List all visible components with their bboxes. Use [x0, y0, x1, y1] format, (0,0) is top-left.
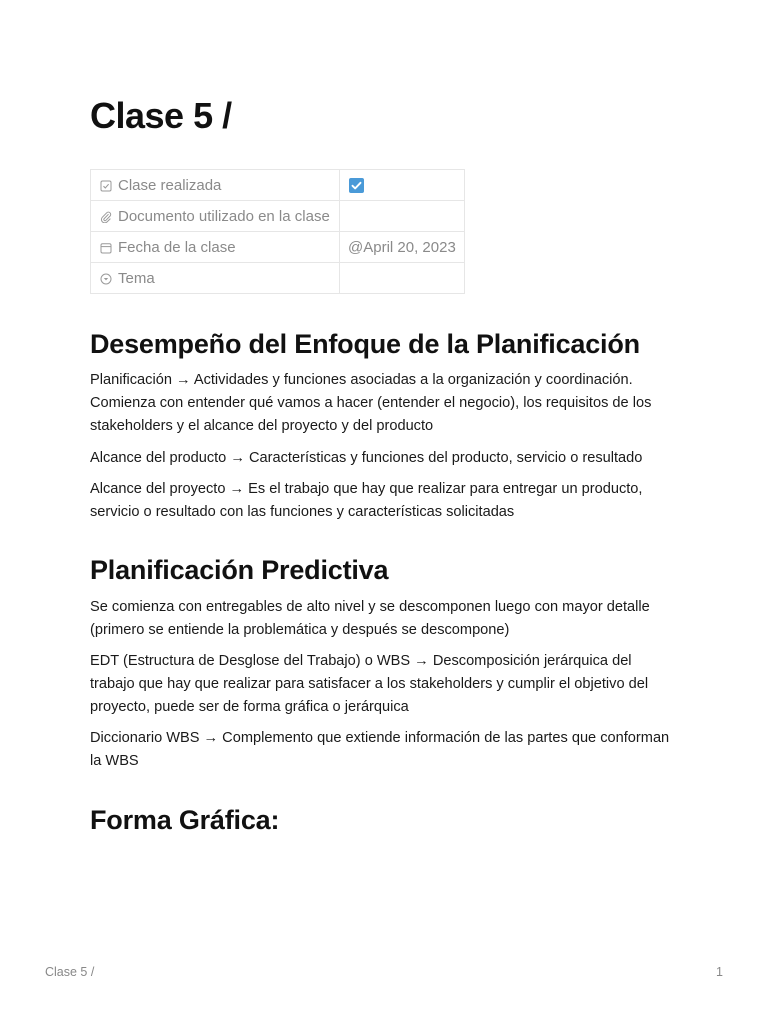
- property-value[interactable]: [340, 201, 465, 232]
- section-heading: Desempeño del Enfoque de la Planificación: [90, 329, 640, 359]
- property-value-checkbox[interactable]: [340, 170, 465, 201]
- property-label: Clase realizada: [118, 176, 222, 194]
- paragraph: Alcance del producto → Características y funciones del producto, servicio o resultado: [90, 450, 643, 466]
- paragraph: Se comienza con entregables de alto nivel y se descomponen luego con mayor detalle (primero se entiende la problemática y después se descompone): [90, 599, 650, 638]
- checked-checkbox[interactable]: [349, 178, 364, 193]
- paragraph: Planificación → Actividades y funciones asociadas a la organización y coordinación. Comienza con entender qué vamos a hacer (entender el negocio), los requisitos de los stakeholders y el alcance del proyecto y del producto: [90, 372, 652, 434]
- property-value[interactable]: [340, 263, 465, 294]
- properties-table: [90, 169, 465, 294]
- property-value-date[interactable]: @April 20, 2023: [340, 232, 465, 263]
- property-key: [91, 170, 340, 201]
- paperclip-icon: [100, 211, 112, 223]
- paragraph: EDT (Estructura de Desglose del Trabajo) o WBS → Descomposición jerárquica del trabajo que hay que realizar para satisfacer a los stakeholders y cumplir el objetivo del proyecto, puede ser de forma gráfica o jerárquica: [90, 653, 649, 715]
- property-row-fecha: [91, 232, 465, 263]
- property-key: [91, 263, 340, 294]
- section-heading: Planificación Predictiva: [90, 555, 389, 585]
- select-property-icon: [100, 273, 112, 285]
- page-number: 1: [716, 965, 723, 979]
- paragraph: Alcance del proyecto → Es el trabajo que hay que realizar para entregar un producto, servicio o resultado con las funciones y características solicitadas: [90, 481, 643, 520]
- property-label: Fecha de la clase: [118, 238, 236, 256]
- property-row-tema: [91, 263, 465, 294]
- property-key: [91, 201, 340, 232]
- property-key: [91, 232, 340, 263]
- checkbox-property-icon: [100, 180, 112, 192]
- paragraph: Diccionario WBS → Complemento que extiende información de las partes que conforman la WBS: [90, 730, 670, 769]
- footer-title: Clase 5 /: [45, 965, 95, 979]
- property-row-clase-realizada: [91, 170, 465, 201]
- property-row-documento: [91, 201, 465, 232]
- section-heading: Forma Gráfica:: [90, 805, 280, 835]
- property-label: Tema: [118, 269, 155, 287]
- page-title: Clase 5 /: [90, 95, 232, 136]
- calendar-icon: [100, 242, 112, 254]
- property-label: Documento utilizado en la clase: [118, 207, 330, 225]
